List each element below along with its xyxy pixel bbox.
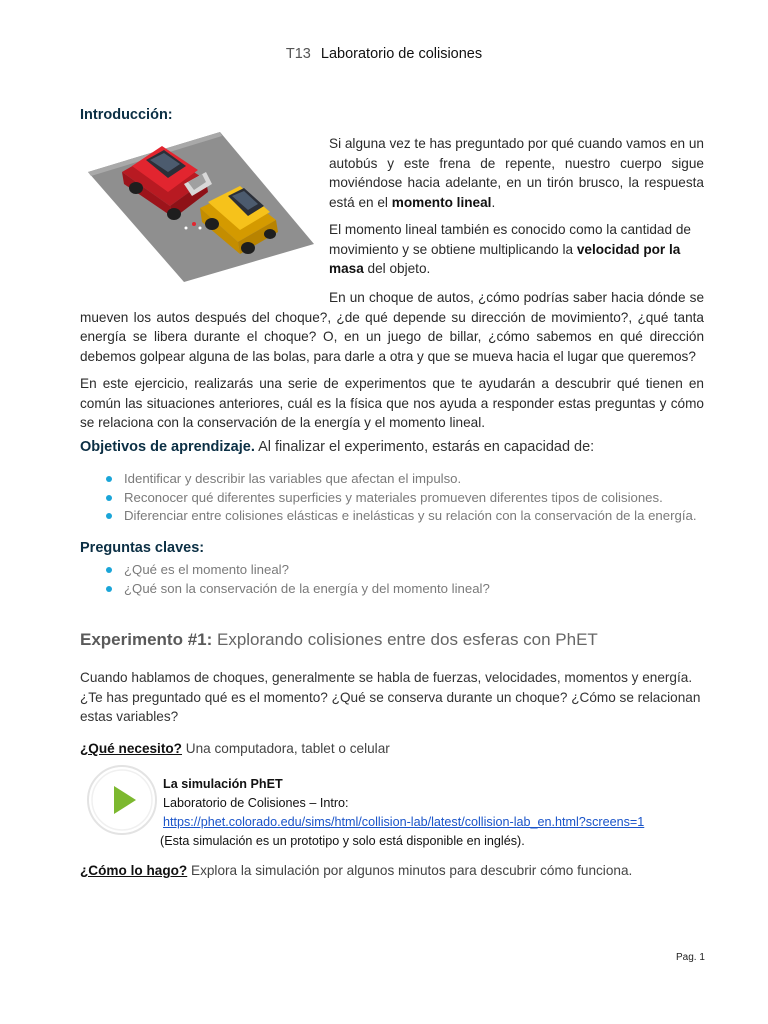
list-item: ¿Qué es el momento lineal?	[80, 561, 740, 580]
list-item: Identificar y describir las variables que afectan el impulso.	[80, 470, 740, 489]
phet-note: (Esta simulación es un prototipo y solo está disponible en inglés).	[160, 834, 525, 848]
objectives-heading-rest: Al finalizar el experimento, estarás en capacidad de:	[254, 439, 595, 455]
intro-p1-bold: momento lineal	[391, 194, 492, 210]
what-need-rest: Una computadora, tablet o celular	[181, 741, 390, 756]
key-questions-heading: Preguntas claves:	[80, 540, 205, 556]
list-item: Diferenciar entre colisiones elásticas e inelásticas y su relación con la conservación de la energía.	[80, 507, 740, 526]
experiment-heading-rest: Explorando colisiones entre dos esferas con PhET	[212, 630, 598, 649]
how-do-rest: Explora la simulación por algunos minutos para descubrir cómo funciona.	[187, 863, 633, 878]
key-questions-list	[80, 561, 740, 598]
title-code: T13	[285, 46, 311, 62]
how-do-bold: ¿Cómo lo hago?	[80, 863, 188, 878]
intro-paragraph-4: En este ejercicio, realizarás una serie de experimentos que te ayudarán a descubrir qué tienen en común las situaciones anteriores, cuál es la física que nos ayuda a responder estas preguntas y cómo se relaciona con la conservación de la energía y el momento lineal.	[80, 376, 704, 430]
objectives-heading-bold: Objetivos de aprendizaje.	[80, 439, 255, 455]
intro-paragraph-1	[329, 134, 704, 212]
phet-link[interactable]: https://phet.colorado.edu/sims/html/collision-lab/latest/collision-lab_en.html?screens=1	[163, 815, 645, 829]
document-title	[0, 46, 768, 62]
intro-heading: Introducción:	[80, 107, 173, 123]
phet-title: La simulación PhET	[163, 777, 283, 791]
how-do-line	[80, 863, 720, 878]
intro-paragraph-2	[329, 220, 704, 279]
what-need-line	[80, 741, 390, 756]
intro-p1-end: .	[491, 194, 496, 210]
intro-p2-bold: velocidad por la masa	[329, 241, 681, 276]
play-icon[interactable]	[86, 764, 158, 836]
objectives-heading	[80, 439, 720, 455]
intro-paragraph-3: En un choque de autos, ¿cómo podrías saber hacia dónde se mueven los autos después del choque?, ¿de qué depende su dirección de movimiento?, ¿qué tanta energía se libera durante el choque? O, en un juego de billar, ¿cómo sabemos en qué dirección debemos golpear alguna de las bolas, para darle a otra y que se mueva hacia el lugar que queremos?	[80, 290, 704, 364]
experiment-heading	[80, 630, 598, 650]
car-collision-illustration	[88, 132, 314, 282]
what-need-bold: ¿Qué necesito?	[80, 741, 182, 756]
intro-p2-text: El momento lineal también es conocido como la cantidad de movimiento y se obtiene multiplicando la	[329, 222, 691, 257]
phet-subtitle: Laboratorio de Colisiones – Intro:	[163, 796, 349, 810]
experiment-paragraph: Cuando hablamos de choques, generalmente se habla de fuerzas, velocidades, momentos y energía. ¿Te has preguntado qué es el momento? ¿Qué se conserva durante un choque? ¿Cómo se relacionan estas variables?	[80, 670, 701, 724]
phet-simulation-block	[160, 775, 723, 851]
intro-p1-text: Si alguna vez te has preguntado por qué cuando vamos en un autobús y este frena de repente, nuestro cuerpo sigue moviéndose hacia adelante, en un tirón brusco, la respuesta está en el	[329, 136, 704, 210]
objectives-list	[80, 470, 740, 526]
list-item: Reconocer qué diferentes superficies y materiales promueven diferentes tipos de colisiones.	[80, 489, 740, 508]
list-item: ¿Qué son la conservación de la energía y del momento lineal?	[80, 580, 740, 599]
intro-p2-end: del objeto.	[363, 261, 431, 276]
page-number: Pag. 1	[676, 952, 705, 963]
title-text: Laboratorio de colisiones	[320, 46, 483, 62]
experiment-heading-bold: Experimento #1:	[80, 630, 213, 649]
